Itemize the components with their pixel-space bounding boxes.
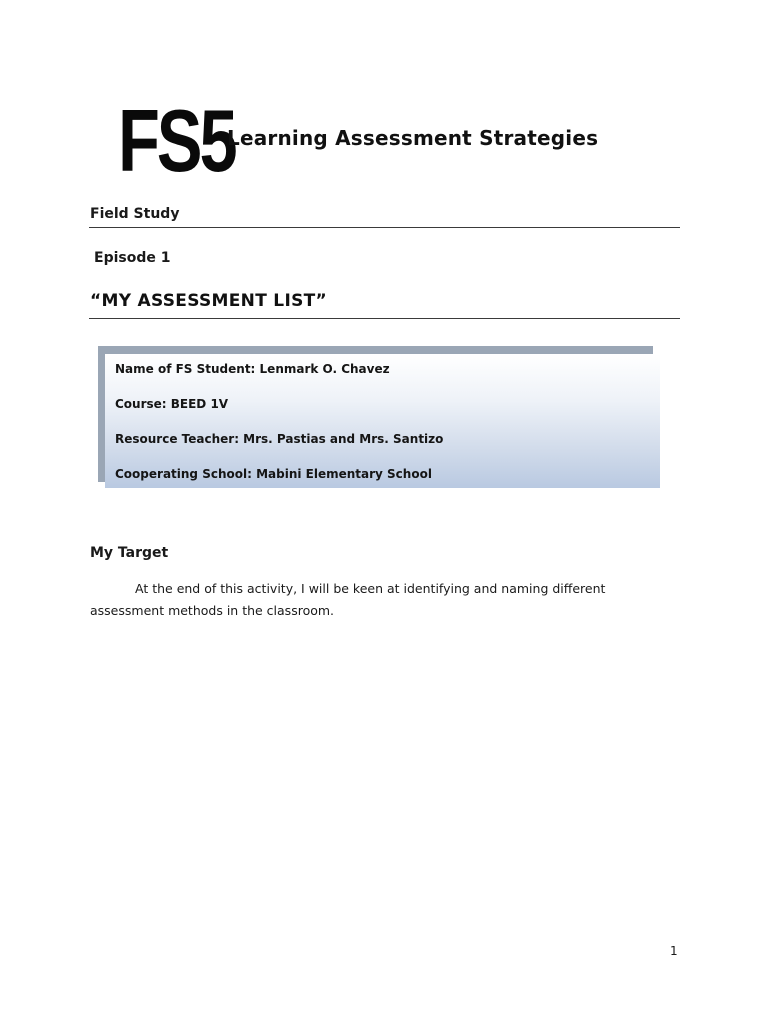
resource-teacher: Resource Teacher: Mrs. Pastias and Mrs. Santizo	[115, 432, 444, 446]
fs5-logo: FS5	[118, 91, 235, 190]
divider-bottom	[89, 318, 680, 319]
episode-label: Episode 1	[94, 250, 171, 266]
divider-top	[89, 227, 680, 228]
episode-title: “MY ASSESSMENT LIST”	[90, 291, 327, 311]
subject-title: Learning Assessment Strategies	[227, 126, 599, 150]
my-target-heading: My Target	[90, 545, 169, 561]
info-box-frame-top	[98, 346, 653, 354]
info-box-frame-left	[98, 346, 105, 482]
field-study-heading: Field Study	[90, 206, 180, 222]
my-target-paragraph: At the end of this activity, I will be keen at identifying and naming different assessment methods in the classroom.	[90, 581, 606, 618]
course: Course: BEED 1V	[115, 397, 229, 411]
student-name: Name of FS Student: Lenmark O. Chavez	[115, 362, 390, 376]
page-number: 1	[670, 944, 678, 958]
cooperating-school: Cooperating School: Mabini Elementary School	[115, 467, 432, 481]
